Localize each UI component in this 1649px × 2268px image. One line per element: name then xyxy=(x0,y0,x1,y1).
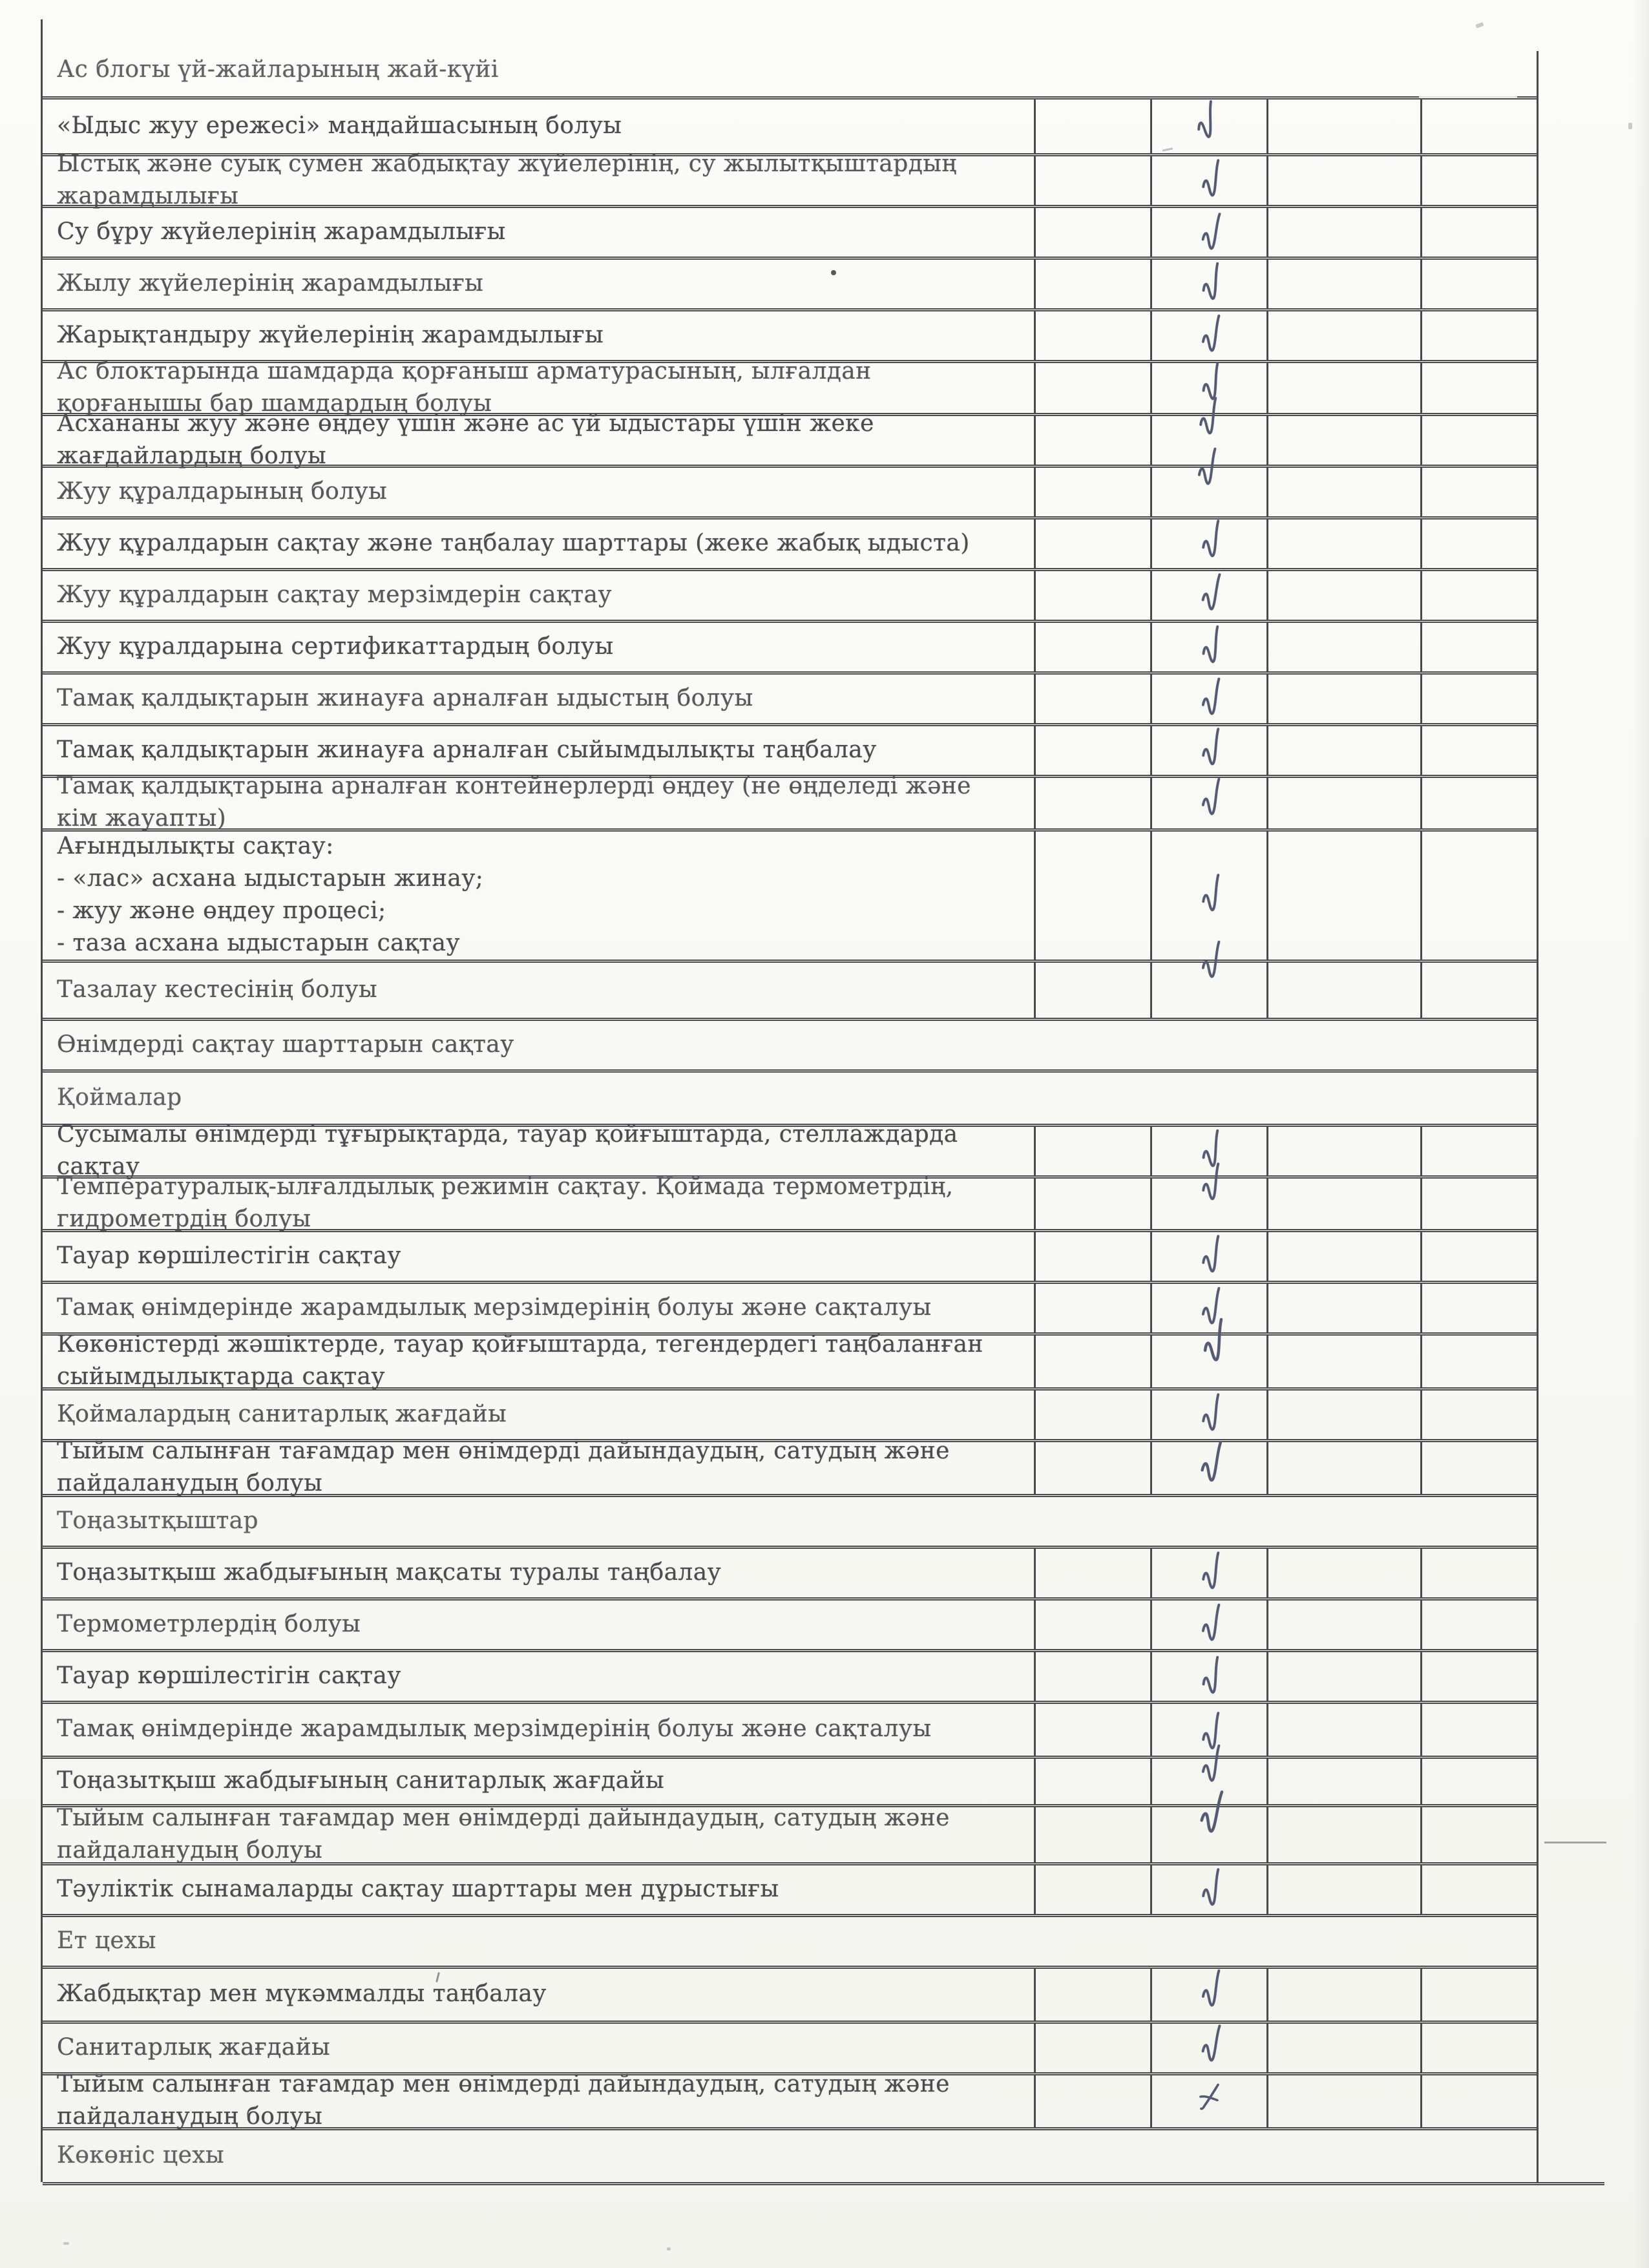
criterion-text xyxy=(43,2071,1034,2130)
check-mark-icon xyxy=(1193,1549,1226,1597)
result-cell xyxy=(1034,1969,1150,2021)
criterion-row xyxy=(43,1862,1539,1914)
result-cell xyxy=(1034,520,1150,568)
row-label: Тоңазытқыштар xyxy=(57,1507,258,1534)
result-cell xyxy=(1266,363,1420,413)
result-mark-cell xyxy=(1150,2024,1266,2072)
criterion-text xyxy=(43,311,1034,360)
result-cell xyxy=(1266,623,1420,671)
result-cell xyxy=(1266,1179,1420,1229)
row-label: Өнімдерді сақтау шарттарын сақтау xyxy=(57,1031,514,1058)
result-cell xyxy=(1034,260,1150,308)
result-cell xyxy=(1420,1391,1539,1439)
check-mark-icon xyxy=(1193,518,1226,565)
section-title xyxy=(43,2130,1539,2182)
row-label: Ыстық және суық сумен жабдықтау жүйелерінің, су жылытқыштардың жарамдылығы xyxy=(57,150,957,209)
result-cell xyxy=(1034,468,1150,516)
criterion-row xyxy=(43,1701,1539,1756)
result-cell xyxy=(1034,1232,1150,1281)
check-mark-icon xyxy=(1193,938,1225,985)
criterion-row xyxy=(43,773,1539,832)
result-cell xyxy=(1420,1336,1539,1387)
criterion-text xyxy=(43,1652,1034,1701)
result-cell xyxy=(1266,2024,1420,2072)
result-cell xyxy=(1420,1232,1539,1281)
result-cell xyxy=(1266,1652,1420,1701)
criterion-row xyxy=(43,1966,1539,2021)
result-cell xyxy=(1420,1652,1539,1701)
result-cell xyxy=(1420,1442,1539,1494)
criterion-text xyxy=(43,357,1034,417)
result-cell xyxy=(1266,1442,1420,1494)
check-mark-icon xyxy=(1193,1439,1226,1489)
criterion-row xyxy=(43,1546,1539,1597)
result-mark-cell xyxy=(1150,1232,1266,1281)
criterion-text xyxy=(43,571,1034,620)
scan-line-dropout xyxy=(1419,93,1517,98)
criterion-text xyxy=(43,1549,1034,1597)
criterion-row xyxy=(43,723,1539,775)
row-label: Ет цехы xyxy=(57,1927,156,1954)
result-mark-cell xyxy=(1150,1969,1266,2021)
result-cell xyxy=(1420,963,1539,1018)
criterion-row xyxy=(43,1804,1539,1862)
result-cell xyxy=(1420,208,1539,257)
criterion-text xyxy=(43,410,1034,469)
section-row xyxy=(43,1914,1539,1966)
scan-artifact xyxy=(63,2242,69,2245)
criterion-text xyxy=(43,1759,1034,1804)
criterion-row xyxy=(43,828,1539,960)
result-cell xyxy=(1266,100,1420,153)
row-label: Тазалау кестесінің болуы xyxy=(57,976,378,1003)
result-mark-cell xyxy=(1150,260,1266,308)
result-cell xyxy=(1420,1127,1539,1175)
row-label: Тәуліктік сынамаларды сақтау шарттары мен дұрыстығы xyxy=(57,1875,779,1902)
result-cell xyxy=(1420,520,1539,568)
scan-artifact xyxy=(667,2247,671,2251)
result-cell xyxy=(1266,1127,1420,1175)
criterion-text xyxy=(43,208,1034,257)
result-cell xyxy=(1266,1391,1420,1439)
row-label: Сусымалы өнімдерді тұғырықтарда, тауар қойғыштарда, стеллаждарда сақтау xyxy=(57,1120,958,1180)
criterion-row xyxy=(43,1597,1539,1649)
criterion-text xyxy=(43,1704,1034,1756)
result-cell xyxy=(1420,1807,1539,1862)
result-mark-cell xyxy=(1150,1601,1266,1649)
result-mark-cell xyxy=(1150,2075,1266,2127)
row-label: Ас блоктарында шамдарда қорғаныш арматурасының, ылғалдан қорғанышы бар шамдардың болуы xyxy=(57,357,872,417)
result-cell xyxy=(1034,2075,1150,2127)
result-cell xyxy=(1420,1601,1539,1649)
result-cell xyxy=(1266,1549,1420,1597)
criterion-text xyxy=(43,773,1034,832)
section-row xyxy=(43,19,1539,96)
result-cell xyxy=(1420,311,1539,360)
result-mark-cell xyxy=(1150,778,1266,828)
row-label: Тамақ қалдықтарын жинауға арналған сыйымдылықты таңбалау xyxy=(57,736,877,763)
result-cell xyxy=(1266,1969,1420,2021)
result-cell xyxy=(1034,623,1150,671)
result-cell xyxy=(1034,1549,1150,1597)
result-mark-cell xyxy=(1150,1652,1266,1701)
criterion-row xyxy=(43,1331,1539,1390)
criterion-row xyxy=(43,2071,1539,2130)
criterion-text-line: Ағындылықты сақтау: xyxy=(57,833,334,859)
criterion-text-line: - таза асхана ыдыстарын сақтау xyxy=(57,930,460,956)
result-cell xyxy=(1266,1284,1420,1332)
row-label: Тамақ өнімдерінде жарамдылық мерзімдерінің болуы және сақталуы xyxy=(57,1294,932,1321)
result-cell xyxy=(1420,1759,1539,1804)
criterion-text xyxy=(43,1120,1034,1180)
result-mark-cell xyxy=(1150,571,1266,620)
criterion-text xyxy=(43,726,1034,775)
result-cell xyxy=(1420,778,1539,828)
result-cell xyxy=(1034,1442,1150,1494)
row-label: Тоңазытқыш жабдығының мақсаты туралы таңбалау xyxy=(57,1559,722,1586)
section-title xyxy=(43,1497,1539,1546)
result-cell xyxy=(1266,520,1420,568)
row-label: Тамақ өнімдерінде жарамдылық мерзімдерінің болуы және сақталуы xyxy=(57,1716,932,1742)
check-mark-icon xyxy=(1193,872,1226,919)
result-cell xyxy=(1266,156,1420,205)
criterion-row xyxy=(43,1387,1539,1439)
section-title xyxy=(43,1021,1539,1069)
check-mark-icon xyxy=(1186,98,1223,147)
cross-mark-icon xyxy=(1195,2081,1224,2114)
row-label: Жуу құралдарының болуы xyxy=(57,478,388,505)
criterion-text xyxy=(43,832,1034,960)
check-mark-icon xyxy=(1190,395,1223,442)
row-label: Жарықтандыру жүйелерінің жарамдылығы xyxy=(57,321,604,348)
result-cell xyxy=(1420,1865,1539,1914)
criterion-row xyxy=(43,2021,1539,2072)
criterion-text xyxy=(43,1331,1034,1390)
result-cell xyxy=(1034,1284,1150,1332)
result-mark-cell xyxy=(1150,726,1266,775)
row-label: Температуралық-ылғалдылық режимін сақтау. Қоймада термометрдің, гидрометрдің болуы xyxy=(57,1173,954,1232)
scan-artifact xyxy=(1544,1842,1606,1843)
result-mark-cell xyxy=(1150,156,1266,205)
result-cell xyxy=(1420,726,1539,775)
criterion-row xyxy=(43,357,1539,417)
result-cell xyxy=(1266,208,1420,257)
row-label: Жуу құралдарын сақтау және таңбалау шарттары (жеке жабық ыдыста) xyxy=(57,529,970,556)
result-cell xyxy=(1034,963,1150,1018)
result-cell xyxy=(1034,1601,1150,1649)
check-mark-icon xyxy=(1193,1743,1225,1789)
criterion-text xyxy=(43,1601,1034,1649)
criterion-text xyxy=(43,963,1034,1018)
row-label: Жуу құралдарына сертификаттардың болуы xyxy=(57,633,614,660)
result-mark-cell xyxy=(1150,963,1266,1018)
check-mark-icon xyxy=(1190,445,1221,492)
result-cell xyxy=(1420,100,1539,153)
check-mark-icon xyxy=(1194,571,1224,617)
criterion-row xyxy=(43,1120,1539,1180)
result-mark-cell xyxy=(1150,1549,1266,1597)
result-cell xyxy=(1034,1336,1150,1387)
check-mark-icon xyxy=(1194,2022,1224,2068)
result-mark-cell xyxy=(1150,468,1266,516)
ink-dot-artifact xyxy=(831,270,836,275)
row-label: Су бұру жүйелерінің жарамдылығы xyxy=(57,218,506,245)
criterion-row xyxy=(43,150,1539,209)
result-cell xyxy=(1420,675,1539,723)
result-cell xyxy=(1034,675,1150,723)
criterion-row xyxy=(43,671,1539,723)
result-cell xyxy=(1266,260,1420,308)
result-cell xyxy=(1420,363,1539,413)
result-cell xyxy=(1420,156,1539,205)
result-cell xyxy=(1034,726,1150,775)
criterion-row xyxy=(43,1649,1539,1701)
result-mark-cell xyxy=(1150,208,1266,257)
result-cell xyxy=(1266,1601,1420,1649)
checklist-table xyxy=(41,19,1539,2182)
criterion-text xyxy=(43,1391,1034,1439)
result-mark-cell xyxy=(1150,1391,1266,1439)
result-cell xyxy=(1266,1807,1420,1862)
row-label: Жуу құралдарын сақтау мерзімдерін сақтау xyxy=(57,581,612,608)
result-cell xyxy=(1034,156,1150,205)
check-mark-icon xyxy=(1193,312,1225,359)
criterion-row xyxy=(43,257,1539,308)
result-cell xyxy=(1034,1179,1150,1229)
result-cell xyxy=(1420,416,1539,465)
criterion-text xyxy=(43,100,1034,153)
table-right-border xyxy=(1537,51,1539,2182)
result-cell xyxy=(1266,1336,1420,1387)
result-cell xyxy=(1420,1284,1539,1332)
result-cell xyxy=(1034,311,1150,360)
criterion-row xyxy=(43,465,1539,516)
criterion-row xyxy=(43,1229,1539,1281)
criterion-row xyxy=(43,96,1539,153)
result-cell xyxy=(1266,1704,1420,1756)
result-cell xyxy=(1266,778,1420,828)
check-mark-icon xyxy=(1193,1391,1226,1438)
row-label: Тауар көршілестігін сақтау xyxy=(57,1662,401,1689)
result-cell xyxy=(1420,2024,1539,2072)
result-mark-cell xyxy=(1150,675,1266,723)
row-label: Тамақ қалдықтарын жинауға арналған ыдыстың болуы xyxy=(57,684,753,711)
result-cell xyxy=(1420,832,1539,960)
result-cell xyxy=(1420,571,1539,620)
section-title xyxy=(43,19,1539,96)
criterion-text xyxy=(43,468,1034,516)
result-cell xyxy=(1266,571,1420,620)
result-cell xyxy=(1420,260,1539,308)
result-cell xyxy=(1034,100,1150,153)
criterion-row xyxy=(43,308,1539,360)
result-cell xyxy=(1266,726,1420,775)
row-label: Көкөністерді жәшіктерде, тауар қойғыштарда, тегендердегі таңбаланған сыйымдылықтарда сақтау xyxy=(57,1331,983,1390)
criterion-text xyxy=(43,675,1034,723)
result-cell xyxy=(1420,1549,1539,1597)
check-mark-icon xyxy=(1192,260,1226,308)
criterion-row xyxy=(43,1173,1539,1232)
result-cell xyxy=(1034,1807,1150,1862)
result-mark-cell xyxy=(1150,1336,1266,1387)
section-title xyxy=(43,1073,1539,1124)
criterion-row xyxy=(43,620,1539,671)
row-label: Асхананы жуу және өңдеу үшін және ас үй ыдыстары үшін жеке жағдайлардың болуы xyxy=(57,410,874,469)
criterion-row xyxy=(43,568,1539,620)
scan-artifact xyxy=(1628,123,1632,129)
result-mark-cell xyxy=(1150,1179,1266,1229)
result-cell xyxy=(1034,1127,1150,1175)
result-cell xyxy=(1266,311,1420,360)
result-cell xyxy=(1034,2024,1150,2072)
criterion-text xyxy=(43,1865,1034,1914)
result-cell xyxy=(1266,2075,1420,2127)
result-cell xyxy=(1420,1704,1539,1756)
result-cell xyxy=(1034,1759,1150,1804)
criterion-row xyxy=(43,1756,1539,1804)
table-bottom-border xyxy=(43,2182,1604,2185)
result-cell xyxy=(1266,963,1420,1018)
criterion-text xyxy=(43,1969,1034,2021)
criterion-row xyxy=(43,205,1539,257)
criterion-row xyxy=(43,1281,1539,1332)
row-label: Ас блогы үй-жайларының жай-күйі xyxy=(57,56,499,83)
criterion-row xyxy=(43,410,1539,469)
criterion-text xyxy=(43,1438,1034,1496)
result-cell xyxy=(1266,1759,1420,1804)
result-cell xyxy=(1420,623,1539,671)
criterion-text xyxy=(43,1284,1034,1332)
check-mark-icon xyxy=(1194,211,1224,257)
result-cell xyxy=(1034,778,1150,828)
section-row xyxy=(43,2127,1539,2182)
criterion-text xyxy=(43,1173,1034,1232)
result-mark-cell xyxy=(1150,1865,1266,1914)
section-title xyxy=(43,1917,1539,1966)
row-label: Тыйым салынған тағамдар мен өнімдерді дайындаудың, сатудың және пайдаланудың болуы xyxy=(57,1804,950,1864)
result-cell xyxy=(1266,1865,1420,1914)
result-cell xyxy=(1034,571,1150,620)
row-label: Термометрлердің болуы xyxy=(57,1610,361,1637)
result-cell xyxy=(1034,832,1150,960)
row-label: Тауар көршілестігін сақтау xyxy=(57,1242,401,1269)
check-mark-icon xyxy=(1193,1233,1226,1280)
result-mark-cell xyxy=(1150,1442,1266,1494)
result-mark-cell xyxy=(1150,520,1266,568)
result-cell xyxy=(1420,2075,1539,2127)
row-label: Тамақ қалдықтарына арналған контейнерлерді өңдеу (не өңделеді және кім жауапты) xyxy=(57,773,971,832)
criterion-row xyxy=(43,1439,1539,1494)
row-label: «Ыдыс жуу ережесі» маңдайшасының болуы xyxy=(57,112,622,139)
result-mark-cell xyxy=(1150,623,1266,671)
check-mark-icon xyxy=(1193,1968,1225,2014)
criterion-text xyxy=(43,623,1034,671)
section-row xyxy=(43,1018,1539,1069)
section-row xyxy=(43,1069,1539,1124)
row-label: Тыйым салынған тағамдар мен өнімдерді дайындаудың, сатудың және пайдаланудың болуы xyxy=(57,1438,950,1496)
row-label: Жабдықтар мен мүкәммалды таңбалау xyxy=(57,1980,547,2007)
section-row xyxy=(43,1494,1539,1546)
result-cell xyxy=(1034,1865,1150,1914)
result-cell xyxy=(1266,416,1420,465)
result-cell xyxy=(1034,1391,1150,1439)
criterion-row xyxy=(43,960,1539,1018)
check-mark-icon xyxy=(1192,1654,1226,1701)
check-mark-icon xyxy=(1193,1601,1225,1648)
result-cell xyxy=(1266,832,1420,960)
criterion-text-line: - «лас» асхана ыдыстарын жинау; xyxy=(57,865,484,892)
result-cell xyxy=(1420,468,1539,516)
result-mark-cell xyxy=(1150,1807,1266,1862)
check-mark-icon xyxy=(1193,1789,1226,1840)
row-label: Тоңазытқыш жабдығының санитарлық жағдайы xyxy=(57,1767,665,1794)
check-mark-icon xyxy=(1193,675,1225,722)
criterion-text xyxy=(43,2024,1034,2072)
criterion-text xyxy=(43,150,1034,209)
row-label: Тыйым салынған тағамдар мен өнімдерді дайындаудың, сатудың және пайдаланудың болуы xyxy=(57,2071,950,2130)
result-cell xyxy=(1034,416,1150,465)
result-cell xyxy=(1266,468,1420,516)
result-cell xyxy=(1034,363,1150,413)
result-cell xyxy=(1420,1969,1539,2021)
result-cell xyxy=(1034,208,1150,257)
result-cell xyxy=(1266,1232,1420,1281)
result-mark-cell xyxy=(1150,311,1266,360)
row-label: Санитарлық жағдайы xyxy=(57,2033,331,2061)
criterion-text xyxy=(43,520,1034,568)
criterion-text xyxy=(43,1804,1034,1864)
row-label: Қоймалар xyxy=(57,1084,182,1111)
result-cell xyxy=(1034,1652,1150,1701)
row-label: Көкөніс цехы xyxy=(57,2142,225,2168)
row-label: Қоймалардың санитарлық жағдайы xyxy=(57,1400,507,1427)
result-cell xyxy=(1266,675,1420,723)
result-cell xyxy=(1034,1704,1150,1756)
check-mark-icon xyxy=(1192,623,1226,671)
result-cell xyxy=(1420,1179,1539,1229)
criterion-text-line: - жуу және өңдеу процесі; xyxy=(57,898,386,924)
check-mark-icon xyxy=(1193,776,1225,823)
check-mark-icon xyxy=(1193,157,1226,204)
check-mark-icon xyxy=(1193,726,1226,773)
criterion-text xyxy=(43,260,1034,308)
criterion-row xyxy=(43,516,1539,568)
check-mark-icon xyxy=(1193,1866,1226,1913)
criterion-text xyxy=(43,1232,1034,1281)
row-label: Жылу жүйелерінің жарамдылығы xyxy=(57,269,484,297)
check-mark-icon xyxy=(1193,1160,1226,1208)
